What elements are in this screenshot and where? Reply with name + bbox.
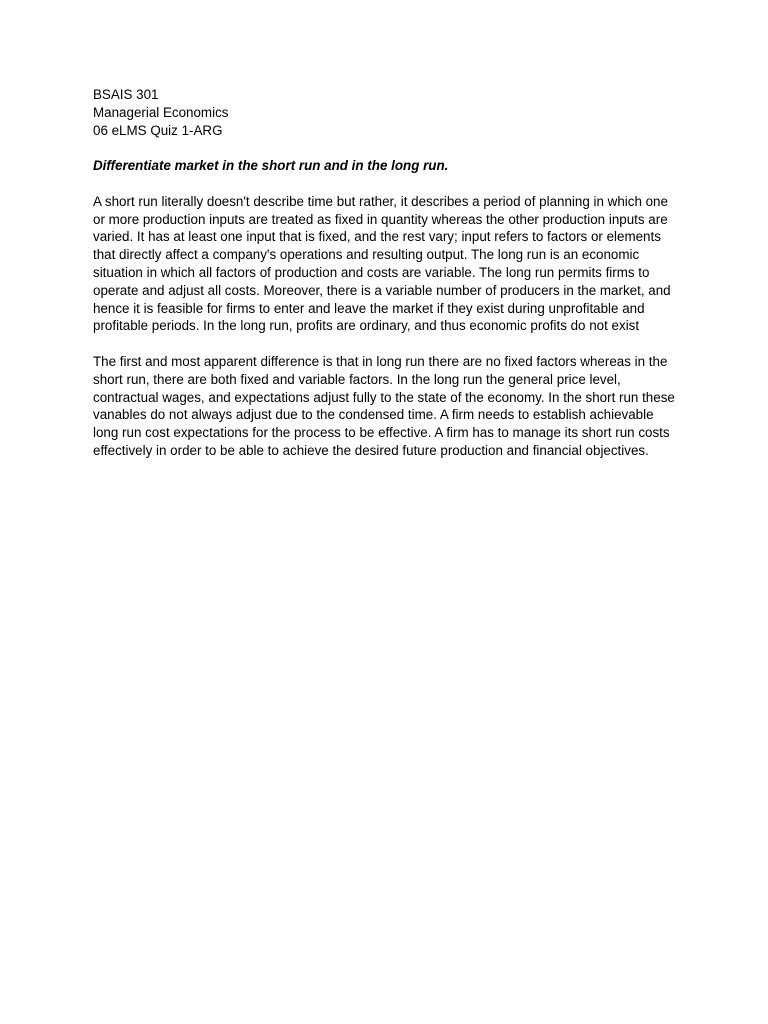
course-name: Managerial Economics [93, 104, 229, 120]
question-heading: Differentiate market in the short run and in the long run. [93, 158, 449, 174]
answer-paragraph-1: A short run literally doesn't describe time but rather, it describes a period of planning in which one or more production inputs are treated as fixed in quantity whereas the other production inputs are varied. It has at least one input that is fixed, and the rest vary; input refers to factors or elements that directly affect a company's operations and resulting output. The long run is an economic situation in which all factors of production and costs are variable. The long run permits firms to operate and adjust all costs. Moreover, there is a variable number of producers in the market, and hence it is feasible for firms to enter and leave the market if they exist during unprofitable and profitable periods. In the long run, profits are ordinary, and thus economic profits do not exist [93, 193, 671, 334]
course-code: BSAIS 301 [93, 87, 159, 102]
quiz-title: 06 eLMS Quiz 1-ARG [93, 122, 223, 138]
document-body [93, 86, 678, 460]
answer-paragraph-2: The first and most apparent difference is that in long run there are no fixed factors whereas in the short run, there are both fixed and variable factors. In the long run the general price level, contractual wages, and expectations adjust fully to the state of the economy. In the short run these vanables do not always adjust due to the condensed time. A firm needs to establish achievable long run cost expectations for the process to be effective. A firm has to manage its short run costs effectively in order to be able to achieve the desired future production and financial objectives. [93, 353, 675, 458]
